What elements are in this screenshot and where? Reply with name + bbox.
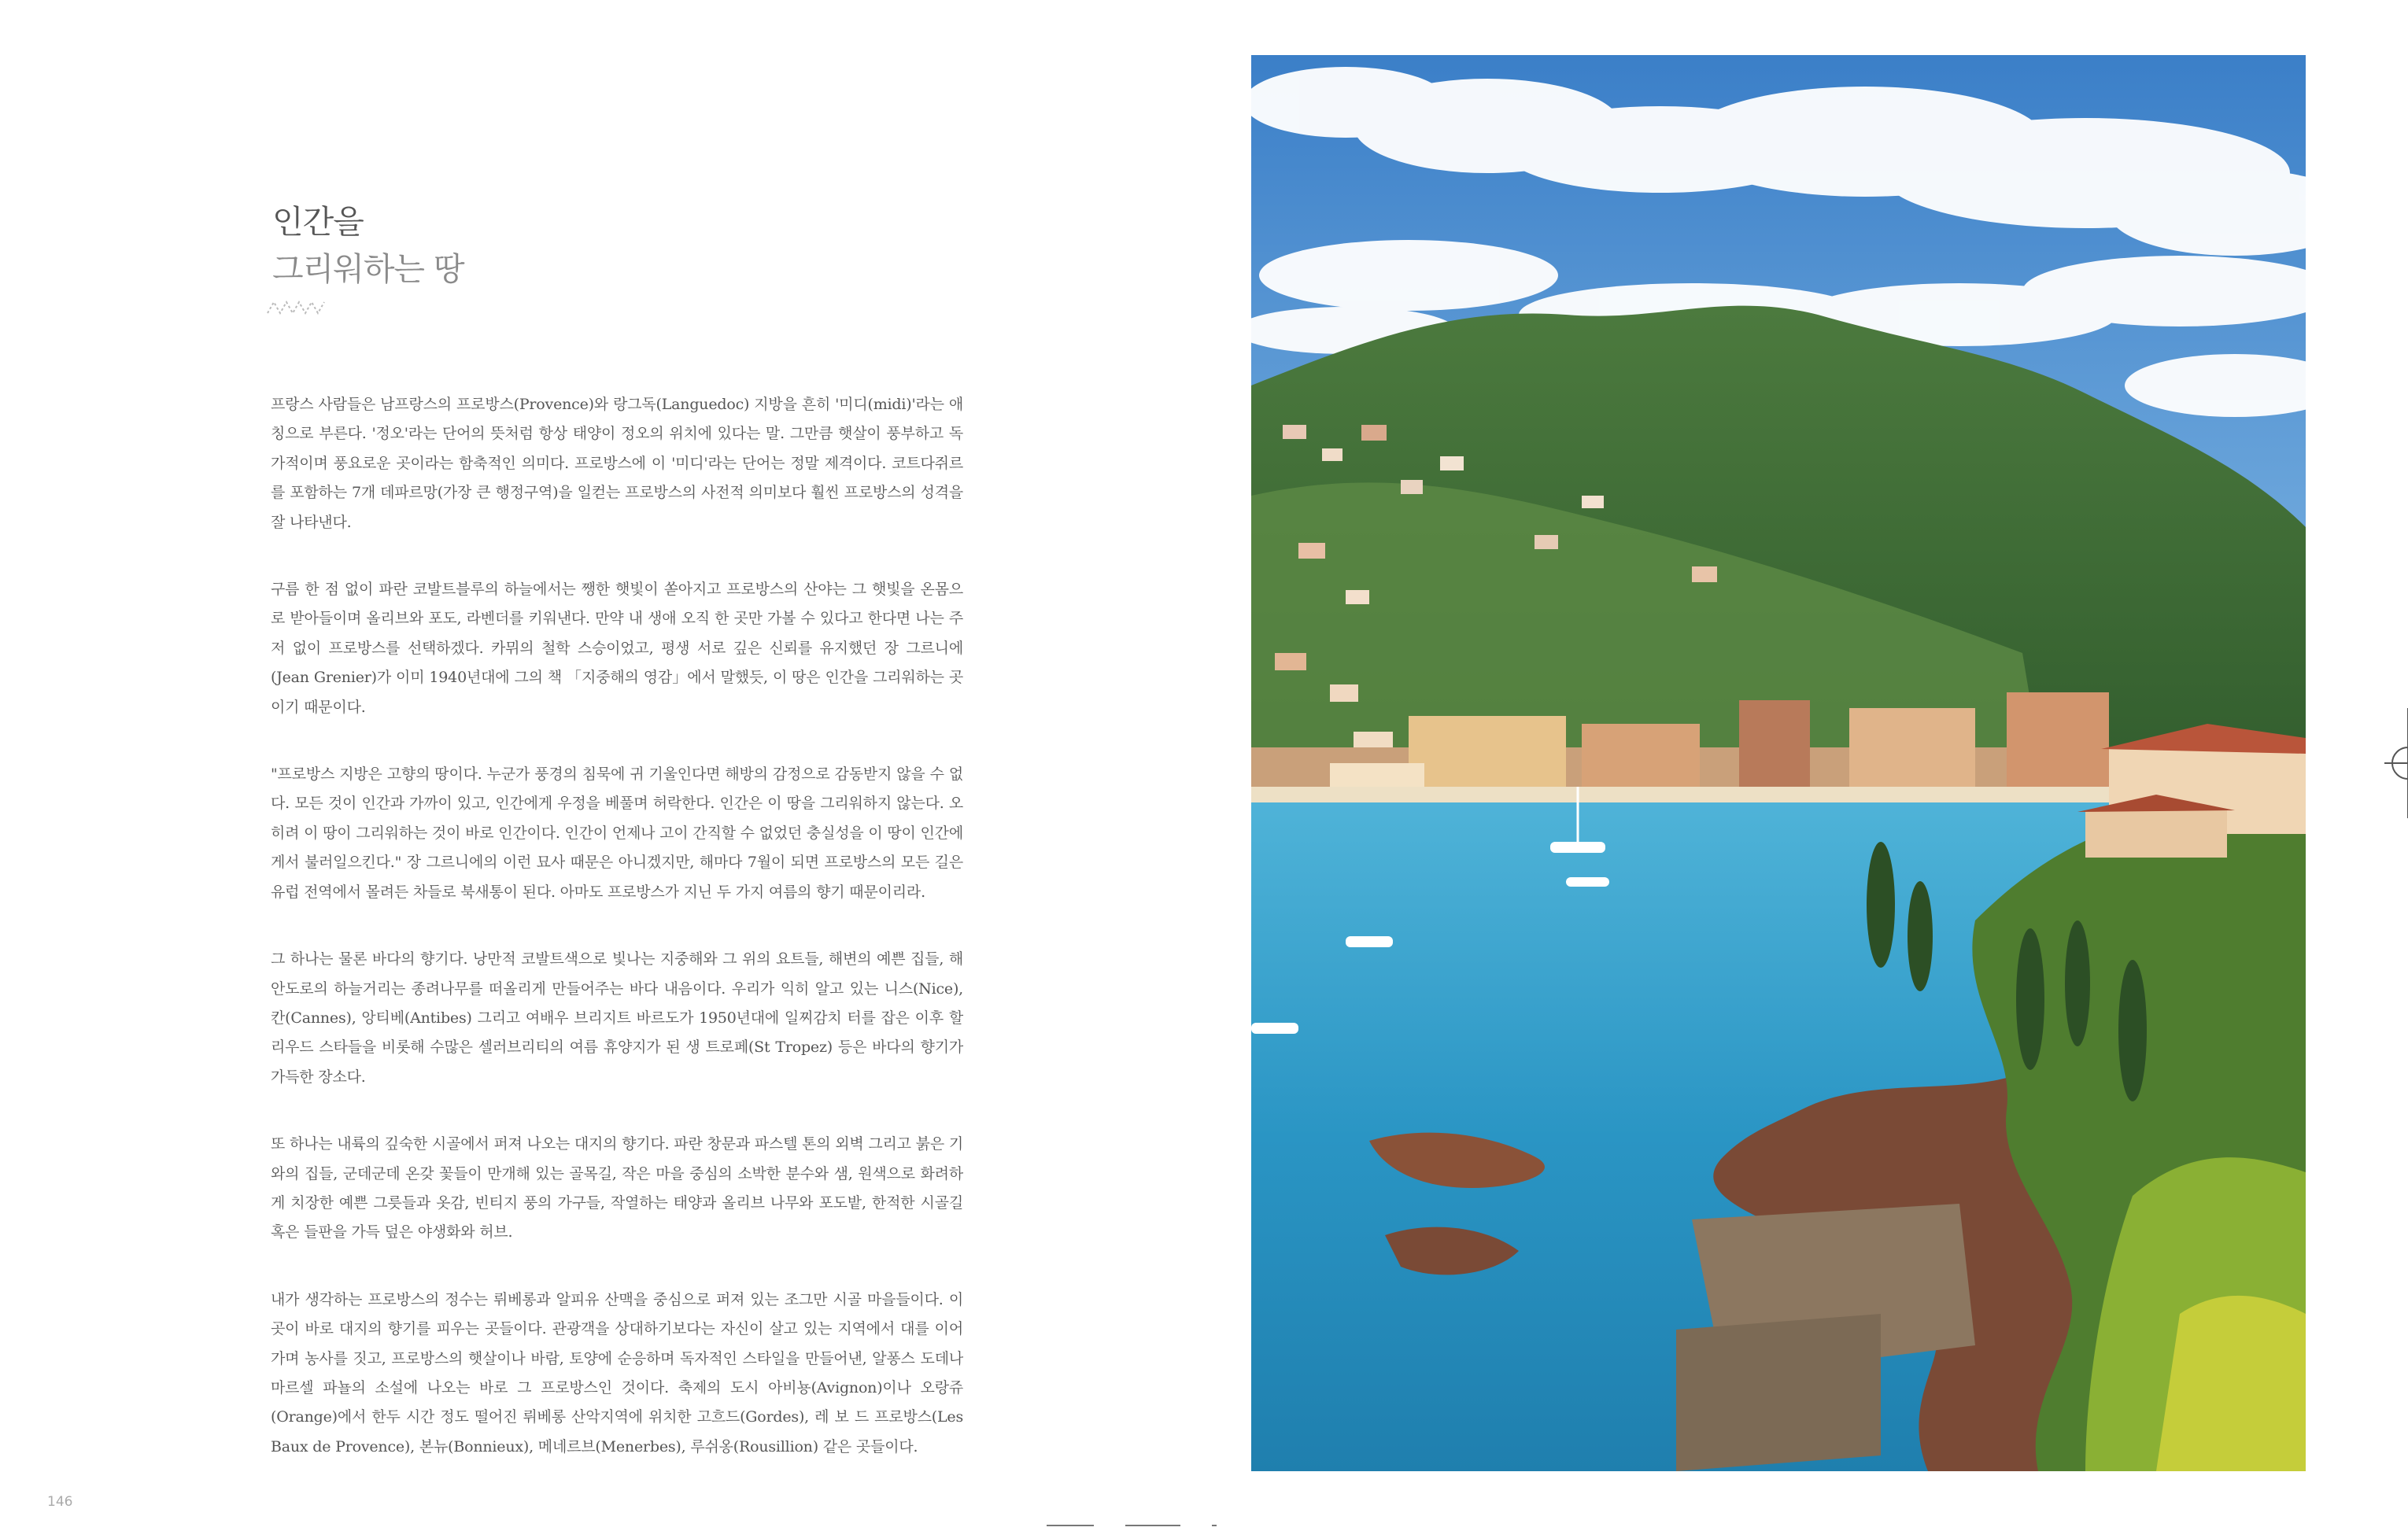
crop-mark-2	[1125, 1525, 1180, 1531]
zigzag-ornament-icon	[266, 296, 329, 318]
paragraph-3: "프로방스 지방은 고향의 땅이다. 누군가 풍경의 침묵에 귀 기울인다면 해방의 감정으로 감동받지 않을 수 없다. 모든 것이 인간과 가까이 있고, 인간에게 우정을 베풀며 허락한다. 인간은 이 땅을 그리워하지 않는다. 오히려 이 땅이 그리워하는 것이 바로 인간이다. 인간이 언제나 고이 간직할 수 없었던 충실성을 이 땅이 인간에게서 불러일으킨다." 장 그르니에의 이런 묘사 때문은 아니겠지만, 해마다 7월이 되면 프로방스의 모든 길은 유럽 전역에서 몰려든 차들로 북새통이 된다. 아마도 프로방스가 지닌 두 가지 여름의 향기 때문이리라.	[271, 766, 963, 901]
paragraph-4: 그 하나는 물론 바다의 향기다. 낭만적 코발트색으로 빛나는 지중해와 그 위의 요트들, 해변의 예쁜 집들, 해안도로의 하늘거리는 종려나무를 떠올리게 만들어주는 바다 내음이다. 우리가 익히 알고 있는 니스(Nice), 칸(Cannes), 앙티베(Antibes) 그리고 여배우 브리지트 바르도가 1950년대에 일찌감치 터를 잡은 이후 할리우드 스타들을 비롯해 수많은 셀러브리티의 여름 휴양지가 된 생 트로페(St Tropez) 등은 바다의 향기가 가득한 장소다.	[271, 950, 963, 1086]
photo-coastline-icon	[1251, 55, 2306, 1471]
registration-mark-icon	[2384, 708, 2408, 818]
crop-mark-3	[1212, 1525, 1217, 1531]
paragraph-6: 내가 생각하는 프로방스의 정수는 뤼베롱과 알피유 산맥을 중심으로 퍼져 있는 조그만 시골 마을들이다. 이곳이 바로 대지의 향기를 피우는 곳들이다. 관광객을 상대하기보다는 자신이 살고 있는 지역에서 대를 이어가며 농사를 짓고, 프로방스의 햇살이나 바람, 토양에 순응하며 독자적인 스타일을 만들어낸, 알퐁스 도데나 마르셀 파뇰의 소설에 나오는 바로 그 프로방스인 것이다. 축제의 도시 아비뇽(Avignon)이나 오랑쥬(Orange)에서 한두 시간 정도 떨어진 뤼베롱 산악지역에 위치한 고흐드(Gordes), 레 보 드 프로방스(Les Baux de Provence), 본뉴(Bonnieux), 메네르브(Menerbes), 루쉬옹(Rousillion) 같은 곳들이다.	[271, 1290, 963, 1455]
page-title-line2: 그리워하는 땅	[272, 250, 464, 288]
paragraph-5: 또 하나는 내륙의 깊숙한 시골에서 퍼져 나오는 대지의 향기다. 파란 창문과 파스텔 톤의 외벽 그리고 붉은 기와의 집들, 군데군데 온갖 꽃들이 만개해 있는 골목길, 작은 마을 중심의 소박한 분수와 샘, 원색으로 화려하게 치장한 예쁜 그릇들과 옷감, 빈티지 풍의 가구들, 작열하는 태양과 올리브 나무와 포도밭, 한적한 시골길 혹은 들판을 가득 덮은 야생화와 허브.	[271, 1135, 963, 1241]
paragraph-1: 프랑스 사람들은 남프랑스의 프로방스(Provence)와 랑그독(Languedoc) 지방을 흔히 '미디(midi)'라는 애칭으로 부른다. '정오'라는 단어의 뜻처럼 항상 태양이 정오의 위치에 있다는 말. 그만큼 햇살이 풍부하고 독가적이며 풍요로운 곳이라는 함축적인 의미다. 프로방스에 이 '미디'라는 단어는 정말 제격이다. 코트다쥐르를 포함하는 7개 데파르망(가장 큰 행정구역)을 일컫는 프로방스의 사전적 의미보다 훨씬 프로방스의 성격을 잘 나타낸다.	[271, 396, 963, 531]
page-title-line1: 인간을	[272, 203, 364, 241]
page-number: 146	[47, 1494, 73, 1510]
article-body	[271, 390, 963, 1500]
paragraph-2: 구름 한 점 없이 파란 코발트블루의 하늘에서는 쨍한 햇빛이 쏟아지고 프로방스의 산야는 그 햇빛을 온몸으로 받아들이며 올리브와 포도, 라벤더를 키워낸다. 만약 내 생애 오직 한 곳만 가볼 수 있다고 한다면 나는 주저 없이 프로방스를 선택하겠다. 카뮈의 철학 스승이었고, 평생 서로 깊은 신뢰를 유지했던 장 그르니에(Jean Grenier)가 이미 1940년대에 그의 책 「지중해의 영감」에서 말했듯, 이 땅은 인간을 그리워하는 곳이기 때문이다.	[271, 581, 963, 716]
title-block	[272, 198, 464, 293]
coastline-photo	[1251, 55, 2306, 1471]
crop-mark-1	[1047, 1525, 1094, 1531]
